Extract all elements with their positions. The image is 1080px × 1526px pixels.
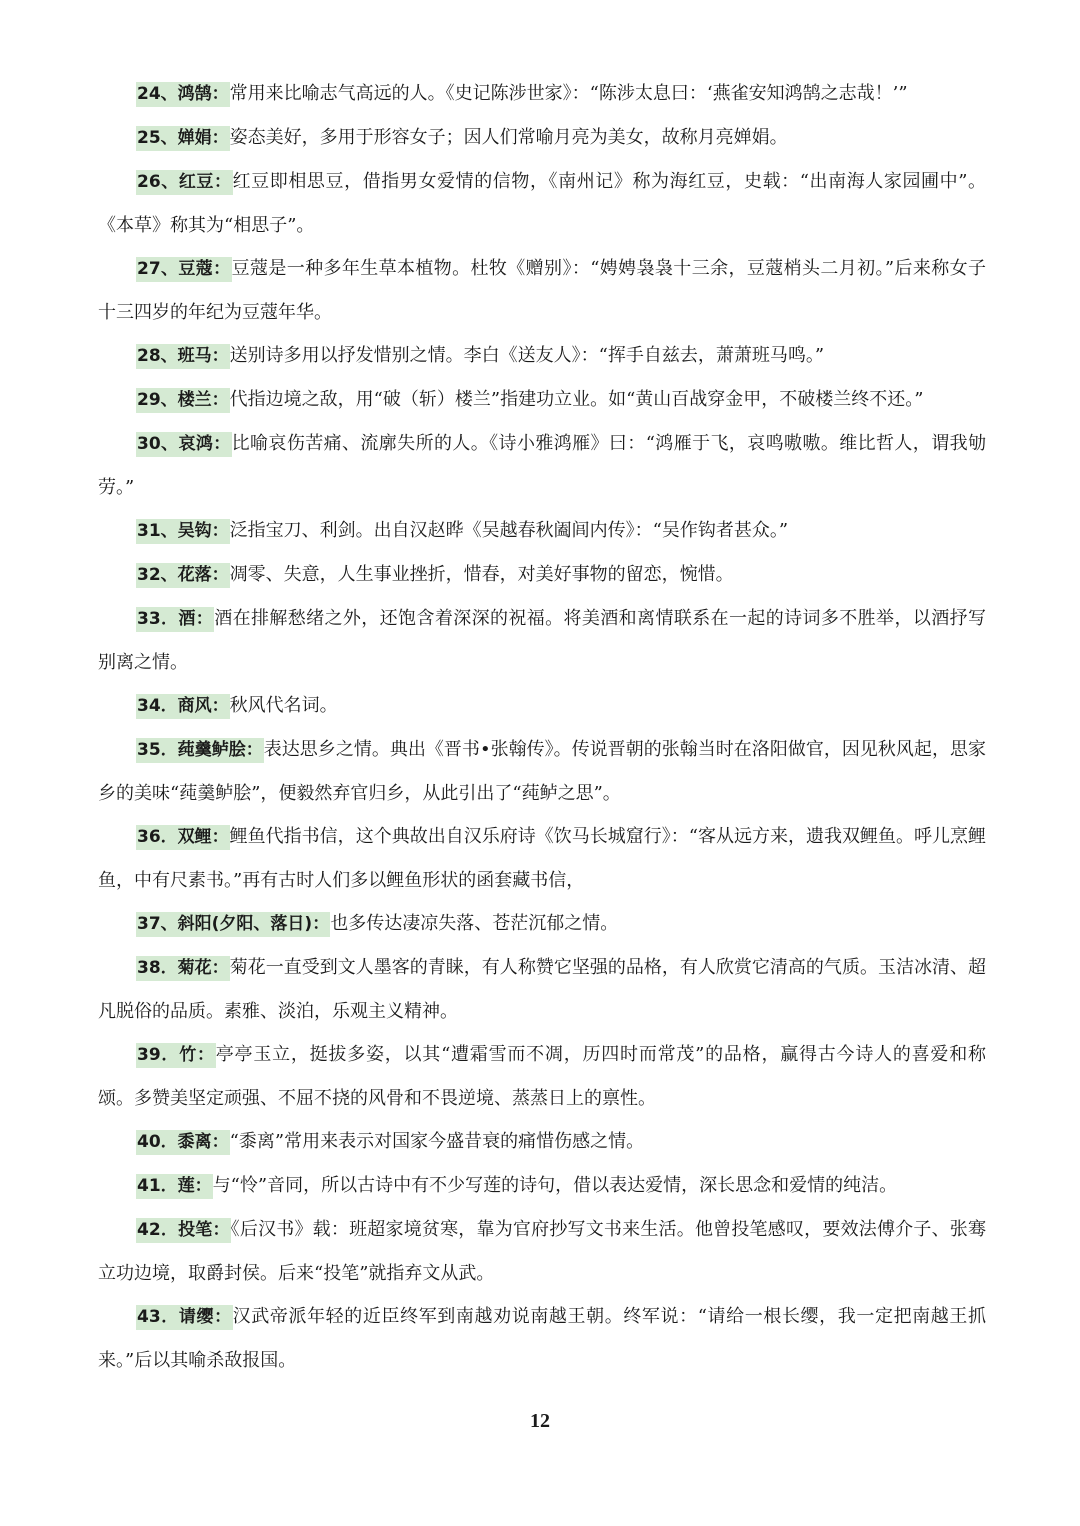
entry-term: 27、豆蔻：	[136, 257, 232, 282]
entry-description: 常用来比喻志气高远的人。《史记陈涉世家》：“陈涉太息曰：‘燕雀安知鸿鹄之志哉！’”	[229, 83, 908, 104]
entry-paragraph	[98, 72, 986, 116]
entry-term: 26、红豆：	[136, 170, 233, 195]
entry-paragraph	[98, 1120, 986, 1164]
entry-paragraph	[98, 378, 986, 422]
entry-description: 送别诗多用以抒发惜别之情。李白《送友人》：“挥手自兹去，萧萧班马鸣。”	[229, 345, 825, 366]
entry-description: 亭亭玉立，挺拔多姿，以其“遭霜雪而不凋，历四时而常茂”的品格，赢得古今诗人的喜爱和称颂。多赞美坚定顽强、不屈不挠的风骨和不畏逆境、蒸蒸日上的禀性。	[98, 1044, 986, 1109]
entry-description: 鲤鱼代指书信，这个典故出自汉乐府诗《饮马长城窟行》：“客从远方来，遗我双鲤鱼。呼儿烹鲤鱼，中有尺素书。”再有古时人们多以鲤鱼形状的函套藏书信，	[98, 826, 986, 891]
entry-description: 红豆即相思豆，借指男女爱情的信物，《南州记》称为海红豆，史载：“出南海人家园圃中”。《本草》称其为“相思子”。	[98, 171, 986, 236]
entry-term: 37、斜阳(夕阳、落日)：	[136, 912, 330, 937]
entry-description: “黍离”常用来表示对国家今盛昔衰的痛惜伤感之情。	[229, 1131, 645, 1152]
entry-paragraph	[98, 728, 986, 815]
entry-paragraph	[98, 422, 986, 509]
entry-list	[98, 72, 986, 1382]
entry-description: 菊花一直受到文人墨客的青睐，有人称赞它坚强的品格，有人欣赏它清高的气质。玉洁冰清、超凡脱俗的品质。素雅、淡泊，乐观主义精神。	[98, 957, 986, 1022]
entry-term: 32、花落：	[136, 563, 230, 588]
entry-paragraph	[98, 815, 986, 902]
entry-term: 41．莲：	[136, 1174, 213, 1199]
entry-paragraph	[98, 160, 986, 247]
entry-term: 34．商风：	[136, 694, 230, 719]
entry-description: 表达思乡之情。典出《晋书•张翰传》。传说晋朝的张翰当时在洛阳做官，因见秋风起，思家乡的美味“莼羹鲈脍”，便毅然弃官归乡，从此引出了“莼鲈之思”。	[98, 739, 986, 804]
entry-description: 泛指宝刀、利剑。出自汉赵晔《吴越春秋阖闾内传》：“吴作钩者甚众。”	[229, 520, 789, 541]
entry-term: 31、吴钩：	[136, 519, 230, 544]
entry-term: 24、鸿鹄：	[136, 82, 230, 107]
entry-paragraph	[98, 116, 986, 160]
entry-description: 代指边境之敌，用“破（斩）楼兰”指建功立业。如“黄山百战穿金甲，不破楼兰终不还。”	[229, 389, 924, 410]
entry-paragraph	[98, 334, 986, 378]
entry-paragraph	[98, 247, 986, 334]
entry-term: 42．投笔：	[136, 1218, 231, 1243]
entry-description: 汉武帝派年轻的近臣终军到南越劝说南越王朝。终军说：“请给一根长缨，我一定把南越王抓来。”后以其喻杀敌报国。	[98, 1306, 986, 1371]
entry-term: 39．竹：	[136, 1043, 216, 1068]
entry-paragraph	[98, 1295, 986, 1382]
entry-description: 凋零、失意，人生事业挫折，惜春，对美好事物的留恋，惋惜。	[229, 564, 734, 585]
entry-paragraph	[98, 902, 986, 946]
entry-description: 也多传达凄凉失落、苍茫沉郁之情。	[330, 913, 619, 934]
page-number: 12	[530, 1410, 550, 1432]
entry-paragraph	[98, 1208, 986, 1295]
entry-term: 43．请缨：	[136, 1305, 233, 1330]
entry-paragraph	[98, 684, 986, 728]
entry-term: 30、哀鸿：	[136, 432, 232, 457]
entry-description: 豆蔻是一种多年生草本植物。杜牧《赠别》：“娉娉袅袅十三余，豆蔻梢头二月初。”后来称女子十三四岁的年纪为豆蔻年华。	[98, 258, 986, 323]
entry-paragraph	[98, 1164, 986, 1208]
entry-term: 29、楼兰：	[136, 388, 230, 413]
entry-term: 33．酒：	[136, 607, 214, 632]
entry-term: 38．菊花：	[136, 956, 230, 981]
entry-paragraph	[98, 553, 986, 597]
entry-term: 40．黍离：	[136, 1130, 230, 1155]
entry-description: 《后汉书》载：班超家境贫寒，靠为官府抄写文书来生活。他曾投笔感叹，要效法傅介子、张骞立功边境，取爵封侯。后来“投笔”就指弃文从武。	[98, 1219, 986, 1284]
entry-paragraph	[98, 597, 986, 684]
entry-paragraph	[98, 1033, 986, 1120]
entry-description: 酒在排解愁绪之外，还饱含着深深的祝福。将美酒和离情联系在一起的诗词多不胜举，以酒抒写别离之情。	[98, 608, 986, 673]
entry-term: 28、班马：	[136, 344, 230, 369]
entry-paragraph	[98, 509, 986, 553]
entry-term: 25、婵娟：	[136, 126, 230, 151]
entry-description: 姿态美好，多用于形容女子；因人们常喻月亮为美女，故称月亮婵娟。	[229, 127, 788, 148]
entry-term: 36．双鲤：	[136, 825, 230, 850]
entry-description: 比喻哀伤苦痛、流廓失所的人。《诗小雅鸿雁》曰：“鸿雁于飞，哀鸣嗷嗷。维比哲人，谓我劬劳。”	[98, 433, 986, 498]
entry-paragraph	[98, 946, 986, 1033]
entry-description: 秋风代名词。	[229, 695, 338, 716]
entry-term: 35．莼羹鲈脍：	[136, 738, 264, 763]
entry-description: 与“怜”音同，所以古诗中有不少写莲的诗句，借以表达爱情，深长思念和爱情的纯洁。	[212, 1175, 898, 1196]
